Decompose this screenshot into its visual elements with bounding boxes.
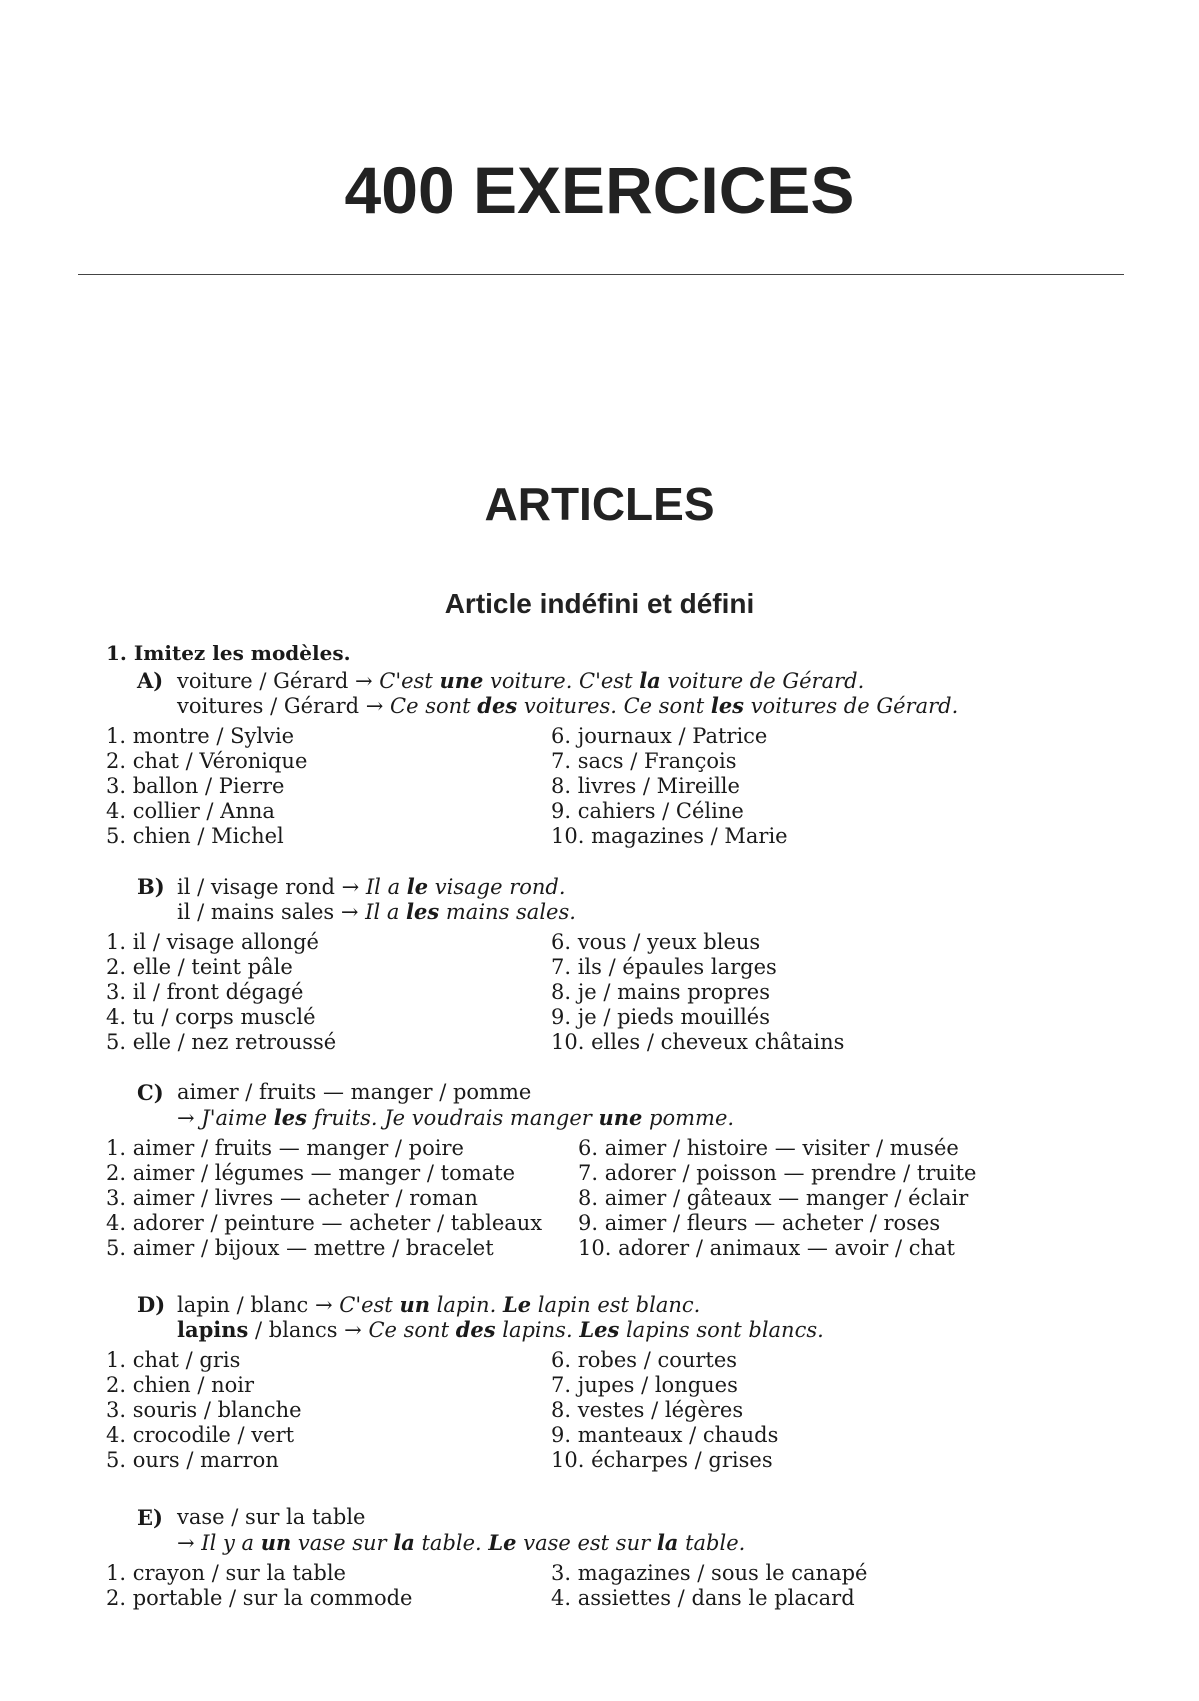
part-b-label: B) [137, 874, 165, 899]
model-answer-text: voiture. C'est [483, 669, 640, 693]
model-answer-text: pomme. [642, 1106, 735, 1130]
part-c-model-1 [177, 1080, 531, 1105]
part-b-model-2 [177, 899, 576, 925]
model-answer-text: voitures de Gérard. [744, 694, 959, 718]
exercise-item: 2. portable / sur la commode [106, 1586, 413, 1610]
model-prompt-bold: lapins [177, 1317, 249, 1342]
exercise-item: 6. journaux / Patrice [551, 724, 768, 748]
exercise-item: 7. sacs / François [551, 749, 737, 773]
part-a-left-list [106, 724, 307, 849]
model-answer [201, 1106, 734, 1130]
model-answer [379, 669, 864, 693]
model-answer-text: vase sur [291, 1531, 394, 1555]
exercise-item: 8. je / mains propres [551, 980, 771, 1004]
exercise-item: 4. adorer / peinture — acheter / tableaux [106, 1211, 543, 1235]
part-a-model-2 [177, 693, 958, 719]
exercise-item: 3. il / front dégagé [106, 980, 304, 1004]
model-prompt: voiture / Gérard → [177, 669, 380, 693]
exercise-item: 1. aimer / fruits — manger / poire [106, 1136, 464, 1160]
exercise-item: 7. adorer / poisson — prendre / truite [578, 1161, 977, 1185]
model-article: Le [502, 1292, 532, 1317]
part-d-model-1 [177, 1292, 700, 1318]
model-answer-text: fruits. Je voudrais manger [306, 1106, 599, 1130]
title-divider [78, 274, 1124, 275]
model-prompt: aimer / fruits — manger / pomme [177, 1080, 532, 1104]
exercise-item: 9. aimer / fleurs — acheter / roses [578, 1211, 941, 1235]
part-e-right-list [551, 1561, 867, 1611]
model-answer [365, 900, 576, 924]
model-article: les [710, 693, 745, 718]
part-d-label: D) [137, 1292, 166, 1317]
model-answer-text: table. [678, 1531, 746, 1555]
model-answer-text: Il a [365, 875, 407, 899]
exercise-item: 7. ils / épaules larges [551, 955, 777, 979]
part-c-label: C) [137, 1080, 164, 1105]
part-a-right-list [551, 724, 788, 849]
exercise-item: 4. tu / corps musclé [106, 1005, 316, 1029]
model-article: un [260, 1530, 292, 1555]
exercise-item: 6. robes / courtes [551, 1348, 738, 1372]
exercise-item: 10. adorer / animaux — avoir / chat [578, 1236, 955, 1260]
exercise-item: 10. elles / cheveux châtains [551, 1030, 845, 1054]
model-answer-text: mains sales. [439, 900, 576, 924]
model-answer-text: Il y a [201, 1531, 261, 1555]
exercise-item: 4. collier / Anna [106, 799, 275, 823]
exercise-item: 3. ballon / Pierre [106, 774, 285, 798]
exercise-item: 5. ours / marron [106, 1448, 279, 1472]
model-article: Les [579, 1317, 620, 1342]
chapter-title: ARTICLES [484, 478, 715, 530]
model-answer-text: lapin est blanc. [531, 1293, 701, 1317]
model-prompt: lapin / blanc → [177, 1293, 340, 1317]
model-answer-text: vase est sur [516, 1531, 657, 1555]
exercise-item: 3. souris / blanche [106, 1398, 302, 1422]
part-b-right-list [551, 930, 844, 1055]
model-answer-text: voitures. Ce sont [517, 694, 711, 718]
model-prompt: il / visage rond → [177, 875, 366, 899]
model-answer-text: voiture de Gérard. [660, 669, 865, 693]
model-prompt: / blancs → [248, 1318, 369, 1342]
exercise-item: 5. elle / nez retroussé [106, 1030, 337, 1054]
exercise-item: 3. aimer / livres — acheter / roman [106, 1186, 478, 1210]
model-answer-text: Il a [365, 900, 407, 924]
part-a-model-1 [177, 668, 864, 694]
part-b-model-1 [177, 874, 566, 900]
part-e-label: E) [137, 1505, 163, 1530]
model-article: un [399, 1292, 430, 1317]
exercise-item: 8. vestes / légères [551, 1398, 744, 1422]
model-answer [339, 1293, 700, 1317]
model-answer-text: lapins. [495, 1318, 580, 1342]
exercise-item: 2. chien / noir [106, 1373, 255, 1397]
exercise-item: 5. aimer / bijoux — mettre / bracelet [106, 1236, 494, 1260]
exercise-item: 9. je / pieds mouillés [551, 1005, 770, 1029]
model-answer-text: Ce sont [368, 1318, 456, 1342]
exercise-item: 1. chat / gris [106, 1348, 241, 1372]
exercise-item: 6. vous / yeux bleus [551, 930, 761, 954]
exercise-item: 4. assiettes / dans le placard [551, 1586, 855, 1610]
model-article: des [477, 693, 518, 718]
exercise-item: 10. magazines / Marie [551, 824, 788, 848]
model-answer-text: lapins sont blancs. [619, 1318, 824, 1342]
model-answer-text: J'aime [201, 1106, 274, 1130]
exercise-item: 8. aimer / gâteaux — manger / éclair [578, 1186, 969, 1210]
exercise-item: 2. elle / teint pâle [106, 955, 293, 979]
part-d-left-list [106, 1348, 302, 1473]
model-article: Le [488, 1530, 517, 1555]
model-answer-text: lapin. [429, 1293, 503, 1317]
exercise-item: 1. montre / Sylvie [106, 724, 295, 748]
exercise-item: 4. crocodile / vert [106, 1423, 295, 1447]
model-prompt: vase / sur la table [177, 1505, 366, 1529]
part-b-left-list [106, 930, 336, 1055]
model-article: la [656, 1530, 679, 1555]
model-article: les [406, 899, 440, 924]
model-prompt: → [177, 1531, 202, 1555]
exercise-item: 6. aimer / histoire — visiter / musée [578, 1136, 959, 1160]
model-answer-text: visage rond. [428, 875, 566, 899]
exercise-item: 7. jupes / longues [551, 1373, 738, 1397]
model-article: la [639, 668, 661, 693]
model-article: la [393, 1530, 415, 1555]
exercise-item: 10. écharpes / grises [551, 1448, 773, 1472]
exercise-item: 8. livres / Mireille [551, 774, 740, 798]
exercise-item: 2. chat / Véronique [106, 749, 308, 773]
model-answer-text: C'est [339, 1293, 400, 1317]
exercise-item: 9. manteaux / chauds [551, 1423, 779, 1447]
model-article: une [598, 1105, 643, 1130]
part-c-right-list [578, 1136, 976, 1261]
model-answer [366, 875, 566, 899]
part-c-model-2 [177, 1105, 734, 1131]
model-prompt: voitures / Gérard → [177, 694, 391, 718]
model-answer-text: Ce sont [390, 694, 478, 718]
model-prompt: → [177, 1106, 202, 1130]
model-article: les [273, 1105, 307, 1130]
exercise-item: 2. aimer / légumes — manger / tomate [106, 1161, 516, 1185]
part-d-model-2 [177, 1317, 824, 1343]
model-article: le [406, 874, 429, 899]
part-a-label: A) [137, 668, 164, 693]
model-answer-text: C'est [379, 669, 440, 693]
model-article: des [455, 1317, 496, 1342]
exercise-item: 9. cahiers / Céline [551, 799, 744, 823]
model-article: une [439, 668, 484, 693]
model-answer [368, 1318, 823, 1342]
part-c-left-list [106, 1136, 542, 1261]
exercise-item: 3. magazines / sous le canapé [551, 1561, 868, 1585]
model-answer [201, 1531, 745, 1555]
model-answer [390, 694, 958, 718]
part-d-right-list [551, 1348, 778, 1473]
part-e-model-1 [177, 1505, 366, 1530]
part-e-model-2 [177, 1530, 745, 1556]
exercise-item: 1. il / visage allongé [106, 930, 319, 954]
part-e-left-list [106, 1561, 412, 1611]
exercise-item: 1. crayon / sur la table [106, 1561, 346, 1585]
book-title: 400 EXERCICES [344, 153, 855, 227]
model-answer-text: table. [414, 1531, 489, 1555]
model-prompt: il / mains sales → [177, 900, 366, 924]
exercise-item: 5. chien / Michel [106, 824, 284, 848]
section-title: Article indéfini et défini [444, 588, 755, 619]
exercise-heading: 1. Imitez les modèles. [106, 641, 351, 665]
